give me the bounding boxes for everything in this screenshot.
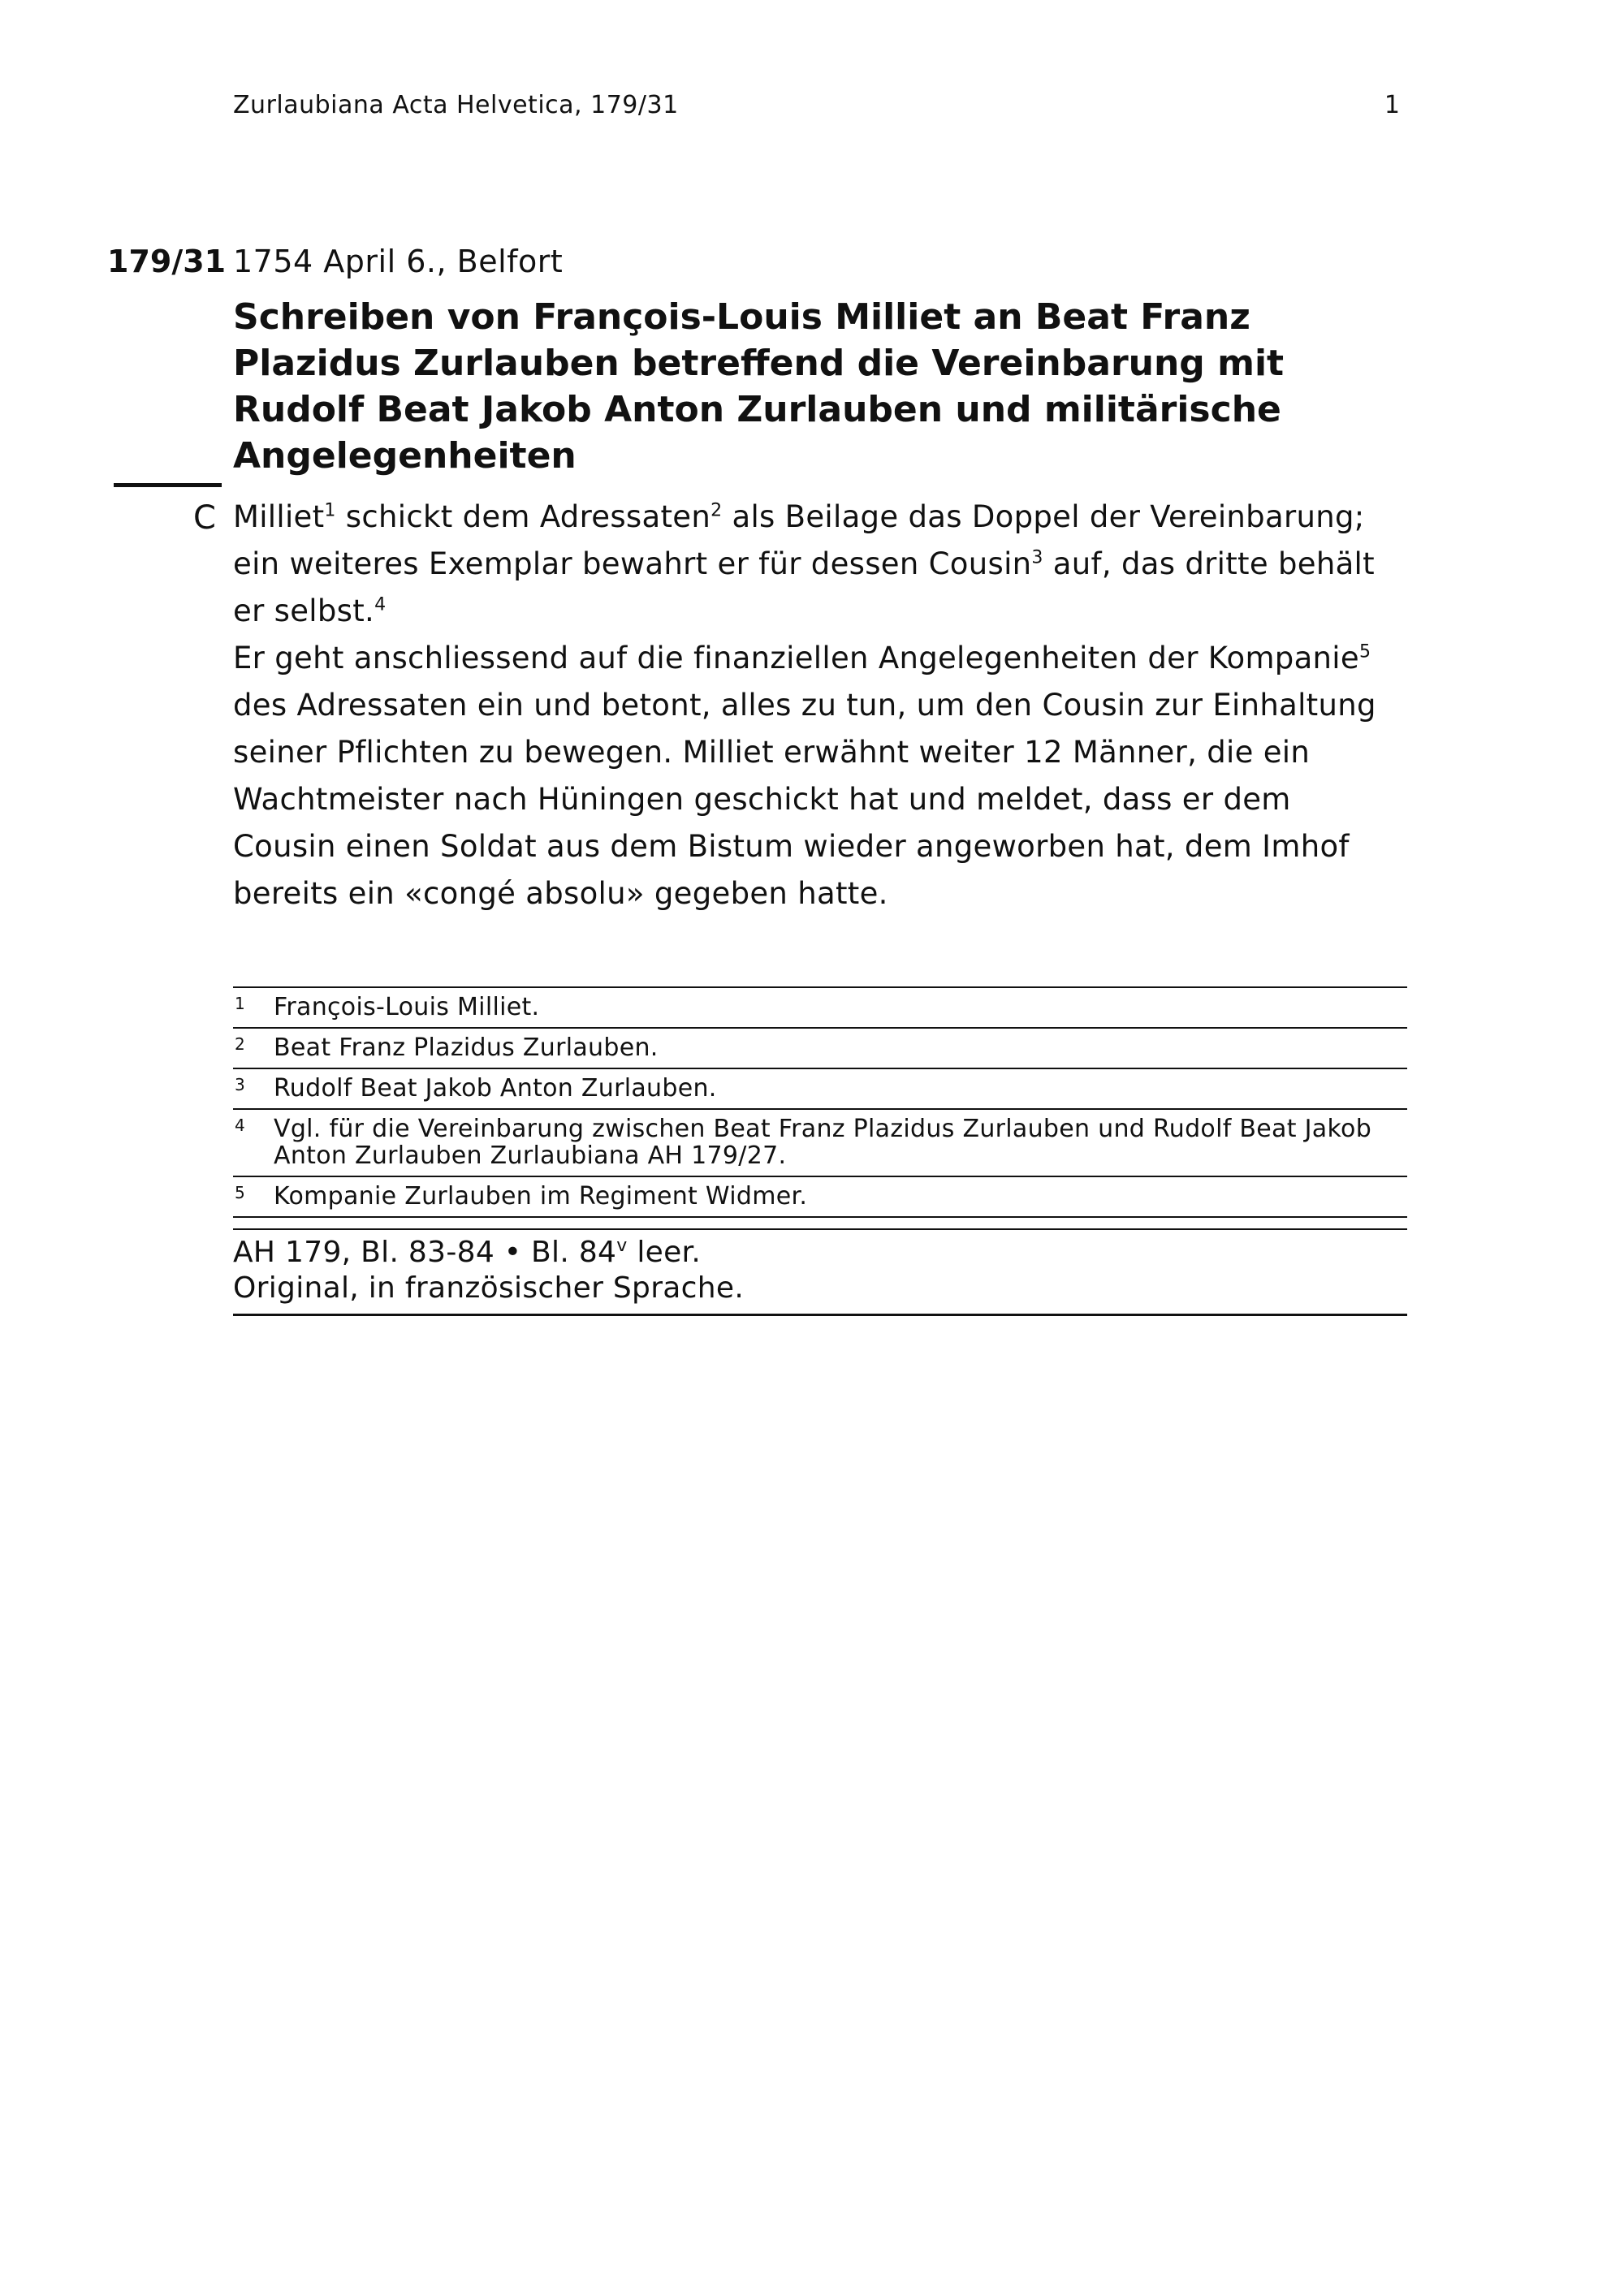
footnote-marker: 5 [235, 1183, 246, 1202]
entry-date-place: 1754 April 6., Belfort [233, 244, 564, 279]
footnotes [233, 986, 1407, 1218]
footnote [233, 988, 1407, 1029]
footnote-marker: 4 [235, 1116, 246, 1135]
summary-text: als Beilage das Doppel der Vereinbarung; ein weiteres Exemplar bewahrt er für dessen Cousin [233, 499, 1365, 581]
summary-text: auf, das dritte behält er selbst. [233, 546, 1375, 628]
summary-text: des Adressaten ein und betont, alles zu tun, um den Cousin zur Einhaltung seiner Pflichten zu bewegen. Milliet erwähnt weiter 12 Männer, die ein Wachtmeister nach Hüningen geschickt hat und meldet, dass er dem Cousin einen Soldat aus dem Bistum wieder angeworben hat, dem Imhof bereits ein «congé absolu» gegeben hatte. [233, 688, 1376, 911]
page-number: 1 [1384, 91, 1400, 119]
footnote-ref[interactable]: 3 [1031, 547, 1043, 568]
footnote-marker: 2 [235, 1034, 246, 1054]
summary-paragraph-1 [233, 494, 1402, 635]
running-head: Zurlaubiana Acta Helvetica, 179/31 [233, 91, 679, 119]
verso-marker: v [616, 1236, 628, 1256]
summary-text: Milliet [233, 499, 325, 534]
footnote [233, 1110, 1407, 1177]
margin-letter: C [193, 499, 216, 537]
footnote [233, 1069, 1407, 1110]
footnote-ref[interactable]: 4 [374, 594, 387, 615]
summary-paragraph-2 [233, 635, 1402, 917]
footnote-marker: 3 [235, 1075, 246, 1094]
footnote-text: Beat Franz Plazidus Zurlauben. [274, 1034, 659, 1062]
summary-text: Er geht anschliessend auf die finanziellen Angelegenheiten der Kompanie [233, 641, 1359, 675]
source-note [233, 1228, 1407, 1316]
footnote-ref[interactable]: 1 [324, 500, 336, 521]
source-signature: AH 179, Bl. 83-84 • Bl. 84 [233, 1236, 617, 1269]
footnote-text: Rudolf Beat Jakob Anton Zurlauben. [274, 1074, 717, 1103]
footnote [233, 1177, 1407, 1218]
footnote-marker: 1 [235, 994, 246, 1013]
footnote [233, 1029, 1407, 1069]
margin-rule [114, 483, 222, 487]
source-signature-rest: leer. [627, 1236, 702, 1269]
footnote-ref[interactable]: 2 [710, 500, 723, 521]
source-line-1 [233, 1235, 1407, 1271]
source-line-2: Original, in französischer Sprache. [233, 1271, 745, 1305]
entry-title: Schreiben von François-Louis Milliet an Beat Franz Plazidus Zurlauben betreffend die Vereinbarung mit Rudolf Beat Jakob Anton Zurlauben und militärische Angelegenheiten [233, 296, 1285, 477]
entry-number: 179/31 [107, 244, 227, 279]
summary [233, 494, 1402, 917]
summary-text: schickt dem Adressaten [335, 499, 711, 534]
footnote-text: Vgl. für die Vereinbarung zwischen Beat Franz Plazidus Zurlauben und Rudolf Beat Jakob Anton Zurlauben Zurlaubiana AH 179/27. [274, 1115, 1372, 1170]
footnote-text: François-Louis Milliet. [274, 993, 540, 1021]
footnote-ref[interactable]: 5 [1358, 641, 1371, 662]
footnote-text: Kompanie Zurlauben im Regiment Widmer. [274, 1182, 808, 1211]
